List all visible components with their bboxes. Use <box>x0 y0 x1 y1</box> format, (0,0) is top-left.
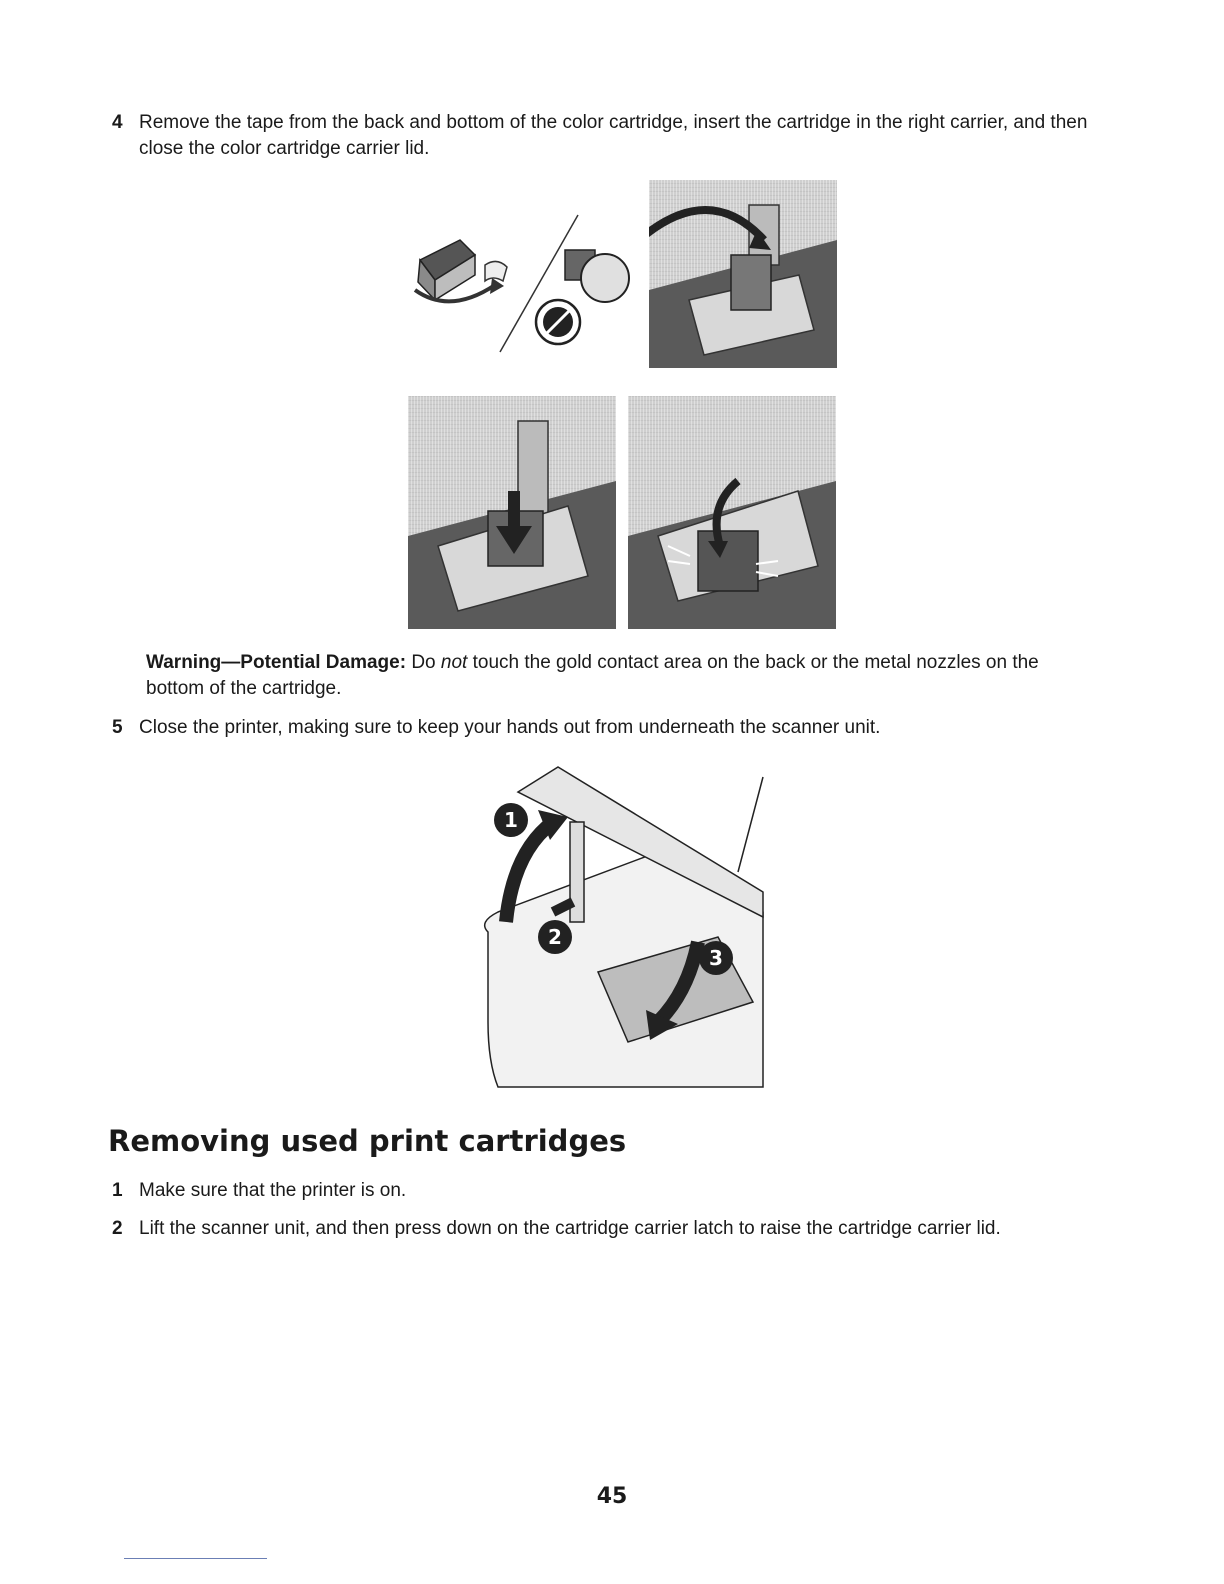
step-number: 1 <box>112 1180 123 1201</box>
step-1 <box>112 1178 1112 1204</box>
section-heading: Removing used print cartridges <box>108 1124 627 1158</box>
step-5 <box>112 715 1112 741</box>
warning-text-post: touch the gold contact area on the back or the metal nozzles on the bottom of the cartridge. <box>146 652 1039 699</box>
step-text: Close the printer, making sure to keep your hands out from underneath the scanner unit. <box>139 717 881 738</box>
footer-rule <box>124 1558 267 1559</box>
close-lid-illustration <box>628 396 836 629</box>
step-2 <box>112 1216 1112 1242</box>
tape-removal-illustration <box>400 210 640 360</box>
warning-label: Warning—Potential Damage: <box>146 652 407 673</box>
step-text: Remove the tape from the back and bottom of the color cartridge, insert the cartridge in the right carrier, and then close the color cartridge carrier lid. <box>139 112 1088 159</box>
step-number: 4 <box>112 112 123 133</box>
insert-cartridge-photo <box>649 180 837 368</box>
warning-emphasis: not <box>440 652 468 673</box>
callout-2: 2 <box>548 925 562 949</box>
step-number: 5 <box>112 717 123 738</box>
push-cartridge-illustration <box>408 396 616 629</box>
step-text: Make sure that the printer is on. <box>139 1180 407 1201</box>
callout-1: 1 <box>504 808 518 832</box>
close-lid-photo <box>628 396 836 629</box>
close-printer-illustration <box>478 762 768 1092</box>
warning-text-pre: Do <box>411 652 436 673</box>
step-number: 2 <box>112 1218 123 1239</box>
insert-cartridge-illustration <box>649 180 837 368</box>
step-4 <box>112 110 1112 162</box>
warning-note <box>146 650 1096 702</box>
push-cartridge-photo <box>408 396 616 629</box>
page-number: 45 <box>596 1484 628 1509</box>
step-text: Lift the scanner unit, and then press down on the cartridge carrier latch to raise the cartridge carrier lid. <box>139 1218 1001 1239</box>
callout-3: 3 <box>709 946 723 970</box>
